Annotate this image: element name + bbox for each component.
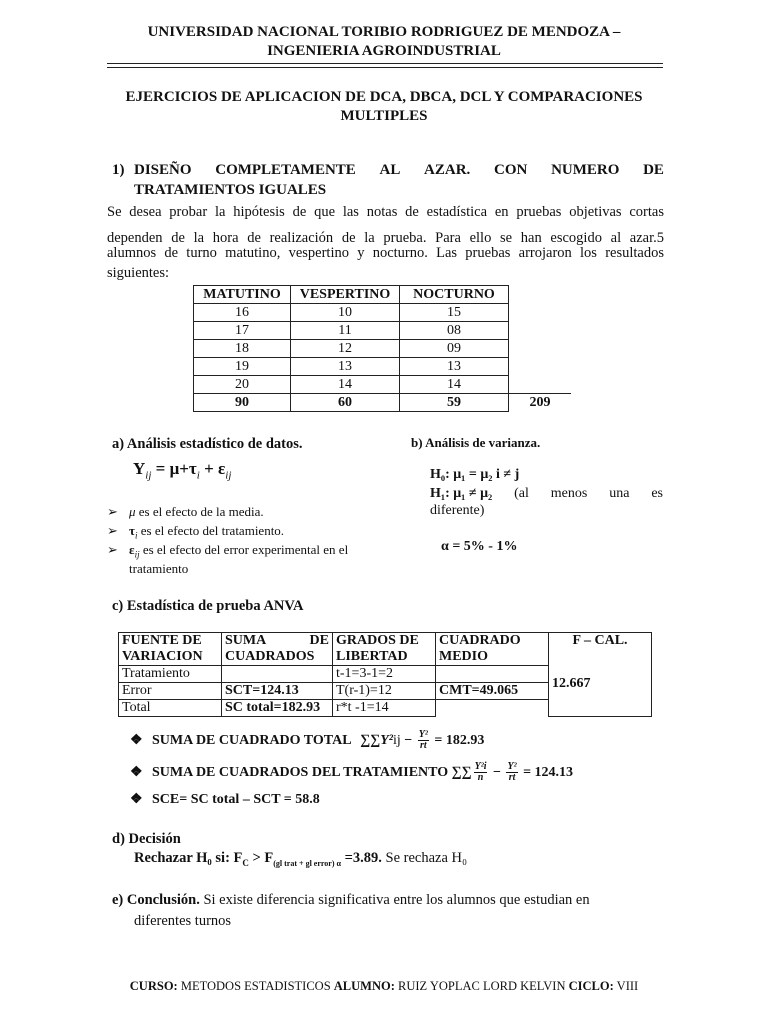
heading-word: CON — [494, 162, 528, 178]
alt-hypothesis-cont: diferente) — [430, 503, 485, 518]
anva-cell: CMT=49.065 — [436, 683, 549, 700]
grand-total: 209 — [509, 394, 572, 412]
formula-sc-tratamiento — [130, 761, 573, 785]
bullet-symbol: τ — [129, 523, 135, 538]
total-matutino: 90 — [194, 394, 291, 412]
section-b-title: b) Análisis de varianza. — [411, 435, 541, 450]
h1-word: (al — [514, 486, 529, 501]
significance-level: α = 5% - 1% — [441, 539, 518, 554]
section1-number: 1) — [112, 162, 125, 178]
problem-statement-line1: Se desea probar la hipótesis de que las notas de estadística en pruebas objetivas cortas — [107, 204, 664, 220]
col-header-nocturno: NOCTURNO — [400, 286, 509, 304]
section1-heading-words — [134, 162, 664, 179]
footer-ciclo-label: CICLO: — [568, 979, 614, 993]
bullet-sub: i — [135, 530, 138, 541]
header-rule-top — [107, 63, 663, 64]
model-equation — [133, 458, 231, 486]
anva-header-fuente: FUENTE DE — [119, 633, 222, 650]
bullet-symbol: μ — [129, 504, 136, 519]
anva-cell: Tratamiento — [119, 666, 222, 683]
anva-cell — [436, 666, 549, 683]
anva-header-medio: MEDIO — [436, 649, 549, 666]
anva-header-suma-word: SUMA — [225, 633, 267, 648]
section1-heading-line2: TRATAMIENTOS IGUALES — [134, 182, 327, 198]
anva-header-row2 — [119, 649, 652, 666]
anva-cell: r*t -1=14 — [333, 700, 436, 717]
formula-fraction — [418, 730, 429, 751]
bullet-text: es el efecto del error experimental en el — [139, 542, 349, 557]
table-row — [194, 376, 572, 394]
footer-ciclo-value: VIII — [613, 979, 639, 993]
bullet-text: es el efecto del tratamiento. — [137, 523, 285, 538]
empty-cell — [509, 322, 572, 340]
heading-word: COMPLETAMENTE — [215, 162, 356, 178]
formula-fraction — [474, 762, 488, 783]
model-tau: τ — [188, 459, 197, 478]
anva-header-grados: GRADOS DE — [333, 633, 436, 650]
footer-curso-value: METODOS ESTADISTICOS — [177, 979, 334, 993]
heading-word: DE — [643, 162, 664, 178]
fraction-denominator: rt — [508, 772, 516, 784]
decision-result: Se rechaza H₀ — [381, 850, 468, 866]
page-title-cont: MULTIPLES — [340, 108, 428, 124]
anva-cell: SC total=182.93 — [222, 700, 333, 717]
cell: 20 — [194, 376, 291, 394]
col-header-vespertino: VESPERTINO — [291, 286, 400, 304]
empty-cell — [509, 286, 572, 304]
cell: 14 — [400, 376, 509, 394]
anva-header-de-word: DE — [309, 633, 329, 648]
model-eq: = μ+ — [151, 459, 189, 478]
sum-symbol: ∑∑ — [360, 733, 381, 748]
bullet-mu — [107, 502, 264, 521]
model-eps: ε — [218, 459, 226, 478]
section-e-title: e) Conclusión. — [112, 892, 200, 908]
arrow-bullet-icon: ➢ — [107, 542, 118, 557]
anva-cell: Error — [119, 683, 222, 700]
fraction-numerator: Y²i — [474, 761, 487, 773]
fraction-numerator: Y² — [418, 729, 428, 741]
anva-row-tratamiento — [119, 666, 652, 683]
heading-word: AL — [379, 162, 401, 178]
empty-cell — [509, 340, 572, 358]
page-title: EJERCICIOS DE APLICACION DE DCA, DBCA, DCL Y COMPARACIONES — [125, 89, 643, 105]
anva-header-variacion: VARIACION — [119, 649, 222, 666]
cell: 16 — [194, 304, 291, 322]
page-footer — [0, 979, 768, 994]
formula-label: SUMA DE CUADRADOS DEL TRATAMIENTO — [152, 765, 449, 780]
cell: 17 — [194, 322, 291, 340]
formula-sub: ij — [392, 733, 401, 748]
cell: 18 — [194, 340, 291, 358]
table-row — [194, 340, 572, 358]
heading-word: AZAR. — [424, 162, 471, 178]
table-row — [194, 358, 572, 376]
empty-cell — [549, 649, 652, 666]
problem-statement-line3: alumnos de turno matutino, vespertino y nocturno. Las pruebas arrojaron los resultados — [107, 245, 664, 261]
empty-cell — [509, 304, 572, 322]
anva-fcal-value: 12.667 — [549, 666, 652, 717]
heading-word: DISEÑO — [134, 162, 192, 178]
decision-sub-c: C — [242, 857, 249, 868]
fraction-numerator: Y² — [507, 761, 517, 773]
cell: 14 — [291, 376, 400, 394]
table-row — [194, 304, 572, 322]
decision-gt: > F — [248, 850, 274, 866]
formula-sct-total — [130, 729, 484, 753]
anva-header-cuadrado: CUADRADO — [436, 633, 549, 650]
fraction-denominator: n — [477, 772, 484, 784]
h1-word: es — [651, 486, 663, 501]
problem-statement-line4: siguientes: — [107, 265, 170, 281]
totals-row — [194, 394, 572, 412]
arrow-bullet-icon: ➢ — [107, 504, 118, 519]
heading-word: NUMERO — [551, 162, 620, 178]
fraction-denominator: rt — [419, 740, 427, 752]
model-sub-ij: ij — [145, 469, 152, 482]
formula-fraction — [506, 762, 517, 783]
table-row — [194, 322, 572, 340]
section-d-title: d) Decisión — [112, 831, 181, 847]
empty-cell — [509, 358, 572, 376]
model-sub-eps: ij — [225, 469, 232, 482]
bullet-symbol: ε — [129, 542, 135, 557]
footer-alumno-label: ALUMNO: — [333, 979, 395, 993]
cell: 09 — [400, 340, 509, 358]
section-c-title: c) Estadística de prueba ANVA — [112, 598, 304, 614]
decision-value: =3.89. — [340, 850, 382, 866]
footer-alumno-value: RUIZ YOPLAC LORD KELVIN — [394, 979, 569, 993]
model-sub-i: i — [196, 469, 200, 482]
anva-cell: t-1=3-1=2 — [333, 666, 436, 683]
bullet-sub: ij — [134, 549, 140, 560]
formula-term: Y² — [380, 733, 393, 748]
footer-curso-label: CURSO: — [129, 979, 178, 993]
alt-hypothesis — [430, 486, 663, 502]
cell: 12 — [291, 340, 400, 358]
four-diamond-bullet-icon: ❖ — [130, 765, 143, 780]
model-plus: + — [199, 459, 219, 478]
decision-rule — [134, 850, 467, 868]
minus: − — [400, 733, 416, 748]
empty-cell — [509, 376, 572, 394]
total-vespertino: 60 — [291, 394, 400, 412]
h1-word: menos — [550, 486, 588, 501]
anva-cell — [222, 666, 333, 683]
four-diamond-bullet-icon: ❖ — [130, 733, 143, 748]
section-e — [112, 892, 590, 909]
conclusion-text: Si existe diferencia significativa entre los alumnos que estudian en — [199, 892, 590, 908]
anva-cell: Total — [119, 700, 222, 717]
col-header-matutino: MATUTINO — [194, 286, 291, 304]
formula-sce — [130, 790, 320, 810]
university-name: UNIVERSIDAD NACIONAL TORIBIO RODRIGUEZ DE MENDOZA – — [147, 24, 621, 40]
cell: 13 — [291, 358, 400, 376]
problem-statement-line2: dependen de la hora de realización de la prueba. Para ello se han escogido al azar.5 — [107, 230, 664, 246]
arrow-bullet-icon: ➢ — [107, 523, 118, 538]
model-Y: Y — [133, 459, 146, 478]
minus: − — [489, 765, 505, 780]
data-table — [193, 285, 571, 412]
sum-symbol: ∑∑ — [451, 765, 472, 780]
bullet-text: es el efecto de la media. — [135, 504, 264, 519]
cell: 15 — [400, 304, 509, 322]
anva-header-cuadrados: CUADRADOS — [222, 649, 333, 666]
decision-rule-text: Rechazar H₀ si: F — [134, 850, 243, 866]
cell: 08 — [400, 322, 509, 340]
section-a-title: a) Análisis estadístico de datos. — [112, 436, 303, 452]
formula-result: = 124.13 — [519, 765, 574, 780]
anva-header-suma — [222, 633, 333, 650]
cell: 13 — [400, 358, 509, 376]
anva-header-fcal: F – CAL. — [549, 633, 652, 650]
section1-heading — [112, 162, 664, 179]
cell: 11 — [291, 322, 400, 340]
anva-cell: T(r-1)=12 — [333, 683, 436, 700]
h1-word: una — [609, 486, 630, 501]
formula-sce-text: SCE= SC total – SCT = 58.8 — [152, 792, 320, 807]
anva-cell: SCT=124.13 — [222, 683, 333, 700]
bullet-eps-cont: tratamiento — [129, 561, 189, 576]
anva-header-row — [119, 633, 652, 650]
anva-cell — [436, 700, 549, 717]
header-rule-bottom — [107, 67, 663, 68]
formula-result: = 182.93 — [430, 733, 485, 748]
null-hypothesis: H₀: μ₁ = μ₂ i ≠ j — [430, 467, 520, 482]
cell: 19 — [194, 358, 291, 376]
decision-sub-gl: (gl trat + gl error) α — [273, 858, 341, 868]
alt-hypothesis-formula: H₁: μ₁ ≠ μ₂ — [430, 486, 493, 501]
anva-header-libertad: LIBERTAD — [333, 649, 436, 666]
four-diamond-bullet-icon: ❖ — [130, 792, 143, 807]
formula-label: SUMA DE CUADRADO TOTAL — [152, 733, 351, 748]
conclusion-text-cont: diferentes turnos — [134, 913, 232, 929]
faculty-name: INGENIERIA AGROINDUSTRIAL — [267, 43, 501, 59]
total-nocturno: 59 — [400, 394, 509, 412]
data-table-header — [194, 286, 572, 304]
cell: 10 — [291, 304, 400, 322]
anva-table — [118, 632, 652, 717]
